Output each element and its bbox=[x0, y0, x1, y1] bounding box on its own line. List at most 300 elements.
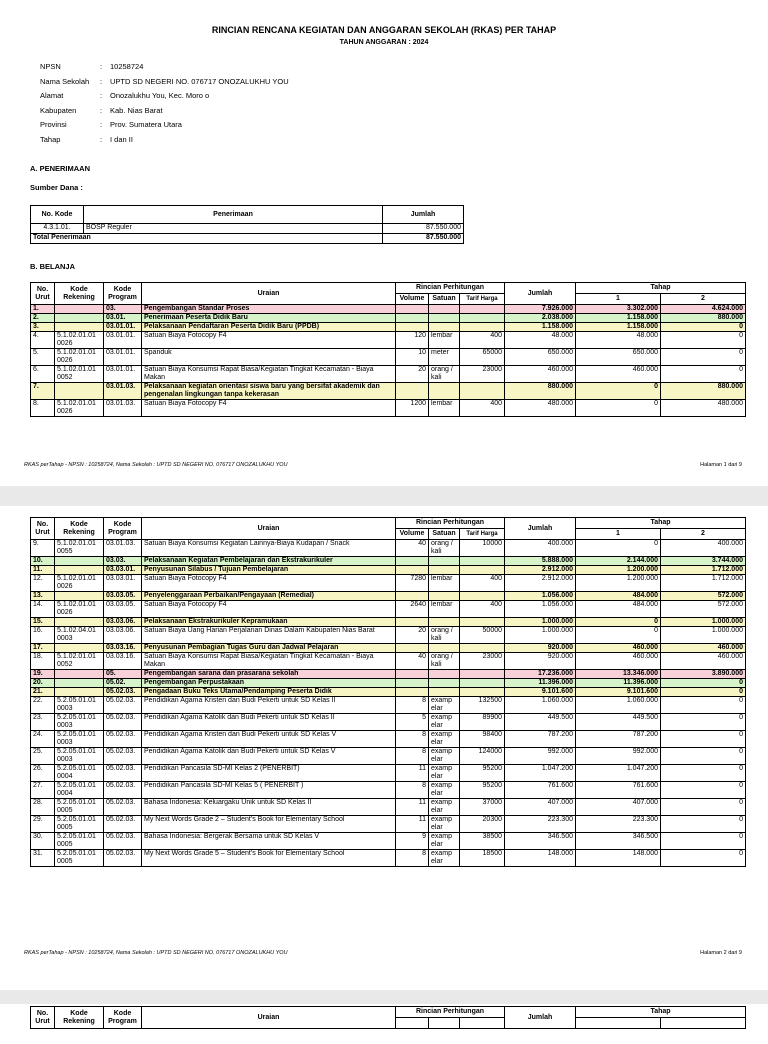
info-row: Tahap : I dan II bbox=[40, 135, 289, 150]
cell-kode-program: 05.02.03. bbox=[104, 688, 142, 697]
cell-tahap-1: 1.158.000 bbox=[576, 323, 661, 332]
cell-volume: 8 bbox=[396, 697, 429, 714]
col-jumlah: Jumlah bbox=[383, 206, 464, 224]
cell-tarif: 95200 bbox=[460, 765, 505, 782]
cell-tahap-2: 3.890.000 bbox=[661, 670, 746, 679]
cell-volume: 11 bbox=[396, 799, 429, 816]
info-label: Nama Sekolah bbox=[40, 76, 90, 86]
cell-tahap-2: 0 bbox=[661, 332, 746, 349]
cell-jumlah: 880.000 bbox=[505, 383, 576, 400]
cell-kode-rekening: 5.1.02.01.01 0026 bbox=[55, 601, 104, 618]
col-tahap-2: 2 bbox=[661, 529, 746, 540]
cell-kode-program: 05.02.03. bbox=[104, 850, 142, 867]
cell-tarif bbox=[460, 314, 505, 323]
cell-no: 13. bbox=[31, 592, 55, 601]
col-jumlah: Jumlah bbox=[505, 283, 576, 305]
cell-tahap-2: 0 bbox=[661, 714, 746, 731]
table-row bbox=[31, 688, 746, 697]
table-row bbox=[31, 833, 746, 850]
info-value: UPTD SD NEGERI NO. 076717 ONOZALUKHU YOU bbox=[110, 76, 289, 86]
cell-jumlah: 87.550.000 bbox=[383, 224, 464, 234]
total-value: 87.550.000 bbox=[383, 234, 464, 244]
cell-no: 16. bbox=[31, 627, 55, 644]
cell-no: 30. bbox=[31, 833, 55, 850]
cell-kode-program: 05.02.03. bbox=[104, 731, 142, 748]
cell-tahap-2: 0 bbox=[661, 765, 746, 782]
cell-tahap-1: 11.396.000 bbox=[576, 679, 661, 688]
cell-kode-rekening: 5.2.05.01.01 0003 bbox=[55, 748, 104, 765]
cell-satuan bbox=[429, 592, 460, 601]
cell-uraian: My Next Words Grade 5 – Student's Book for Elementary School bbox=[142, 850, 396, 867]
cell-kode-rekening bbox=[55, 679, 104, 688]
cell-uraian: Pendidikan Agama Katolik dan Budi Pekerti untuk SD Kelas V bbox=[142, 748, 396, 765]
cell-volume: 20 bbox=[396, 366, 429, 383]
cell-volume: 40 bbox=[396, 653, 429, 670]
cell-volume: 8 bbox=[396, 782, 429, 799]
cell-kode-rekening bbox=[55, 592, 104, 601]
cell-tarif: 124000 bbox=[460, 748, 505, 765]
cell-jumlah: 223.300 bbox=[505, 816, 576, 833]
table-row bbox=[31, 400, 746, 417]
cell-jumlah: 650.000 bbox=[505, 349, 576, 366]
cell-tahap-2: 3.744.000 bbox=[661, 557, 746, 566]
cell-kode-program: 05.02. bbox=[104, 679, 142, 688]
col-kode-rekening: Kode Rekening bbox=[55, 283, 104, 305]
cell-volume: 120 bbox=[396, 332, 429, 349]
cell-tahap-2: 0 bbox=[661, 349, 746, 366]
cell-uraian: Pendidikan Pancasila SD-MI Kelas 5 ( PENERBIT ) bbox=[142, 782, 396, 799]
cell-no: 19. bbox=[31, 670, 55, 679]
cell-kode-rekening: 5.1.02.01.01 0026 bbox=[55, 349, 104, 366]
cell-uraian: Pengembangan Standar Proses bbox=[142, 305, 396, 314]
cell-tarif bbox=[460, 566, 505, 575]
cell-jumlah: 17.236.000 bbox=[505, 670, 576, 679]
cell-volume: 8 bbox=[396, 850, 429, 867]
cell-tarif: 65000 bbox=[460, 349, 505, 366]
cell-tahap-1: 1.200.000 bbox=[576, 575, 661, 592]
col-tahap-1: 1 bbox=[576, 529, 661, 540]
col-kode-program: Kode Program bbox=[104, 518, 142, 540]
cell-no: 27. bbox=[31, 782, 55, 799]
section-belanja-heading: B. BELANJA bbox=[30, 262, 76, 271]
cell-kode-program: 03.03. bbox=[104, 557, 142, 566]
cell-satuan bbox=[429, 566, 460, 575]
table-row bbox=[31, 714, 746, 731]
cell-uraian: Pendidikan Pancasila SD-MI Kelas 2 (PENERBIT) bbox=[142, 765, 396, 782]
cell-jumlah: 1.060.000 bbox=[505, 697, 576, 714]
cell-tahap-2: 4.624.000 bbox=[661, 305, 746, 314]
cell-tahap-1: 346.500 bbox=[576, 833, 661, 850]
cell-tahap-2: 0 bbox=[661, 366, 746, 383]
cell-tahap-2: 0 bbox=[661, 850, 746, 867]
cell-tahap-1: 0 bbox=[576, 540, 661, 557]
cell-tahap-1: 761.600 bbox=[576, 782, 661, 799]
col-kode-rekening: Kode Rekening bbox=[55, 1007, 104, 1029]
cell-tahap-1: 992.000 bbox=[576, 748, 661, 765]
total-row bbox=[31, 234, 464, 244]
cell-no: 4. bbox=[31, 332, 55, 349]
cell-kode-rekening bbox=[55, 557, 104, 566]
cell-kode-program: 05. bbox=[104, 670, 142, 679]
cell-jumlah: 992.000 bbox=[505, 748, 576, 765]
cell-volume bbox=[396, 323, 429, 332]
cell-kode-program: 03.01.01. bbox=[104, 366, 142, 383]
col-no-kode: No. Kode bbox=[31, 206, 84, 224]
cell-tahap-2: 0 bbox=[661, 731, 746, 748]
cell-volume: 7280 bbox=[396, 575, 429, 592]
cell-tarif: 38500 bbox=[460, 833, 505, 850]
cell-no: 25. bbox=[31, 748, 55, 765]
cell-tahap-2: 1.000.000 bbox=[661, 618, 746, 627]
belanja-body-page-2 bbox=[31, 540, 746, 867]
cell-kode-rekening bbox=[55, 305, 104, 314]
cell-penerimaan: BOSP Reguler bbox=[84, 224, 383, 234]
cell-tarif: 23000 bbox=[460, 653, 505, 670]
page-footer bbox=[24, 950, 742, 956]
cell-kode-program: 03.01.01. bbox=[104, 323, 142, 332]
cell-jumlah: 761.600 bbox=[505, 782, 576, 799]
cell-no: 8. bbox=[31, 400, 55, 417]
col-volume: Volume bbox=[396, 529, 429, 540]
col-penerimaan: Penerimaan bbox=[84, 206, 383, 224]
cell-kode-program: 05.02.03. bbox=[104, 697, 142, 714]
cell-no: 22. bbox=[31, 697, 55, 714]
table-row bbox=[31, 349, 746, 366]
cell-jumlah: 407.000 bbox=[505, 799, 576, 816]
info-value: Prov. Sumatera Utara bbox=[110, 120, 182, 129]
col-tahap: Tahap bbox=[576, 283, 746, 294]
cell-jumlah: 148.000 bbox=[505, 850, 576, 867]
cell-kode-program: 05.02.03. bbox=[104, 714, 142, 731]
table-row bbox=[31, 383, 746, 400]
col-uraian: Uraian bbox=[142, 518, 396, 540]
cell-tarif bbox=[460, 323, 505, 332]
table-row bbox=[31, 765, 746, 782]
cell-volume bbox=[396, 383, 429, 400]
cell-kode-rekening: 5.2.05.01.01 0005 bbox=[55, 850, 104, 867]
cell-tahap-1: 1.200.000 bbox=[576, 566, 661, 575]
cell-tahap-2: 480.000 bbox=[661, 400, 746, 417]
cell-tarif: 37000 bbox=[460, 799, 505, 816]
info-value: Kab. Nias Barat bbox=[110, 105, 163, 115]
cell-tarif: 400 bbox=[460, 601, 505, 618]
cell-kode-program: 03.01.01. bbox=[104, 332, 142, 349]
cell-tahap-1: 1.158.000 bbox=[576, 314, 661, 323]
table-row bbox=[31, 782, 746, 799]
cell-kode-program: 03.03.06. bbox=[104, 618, 142, 627]
cell-uraian: Satuan Biaya Fotocopy F4 bbox=[142, 332, 396, 349]
cell-volume: 1200 bbox=[396, 400, 429, 417]
table-row bbox=[31, 314, 746, 323]
cell-satuan: lembar bbox=[429, 400, 460, 417]
cell-satuan: examp elar bbox=[429, 748, 460, 765]
table-row bbox=[31, 601, 746, 618]
table-row bbox=[31, 332, 746, 349]
col-kode-program: Kode Program bbox=[104, 283, 142, 305]
cell-tarif bbox=[460, 670, 505, 679]
cell-satuan: examp elar bbox=[429, 765, 460, 782]
cell-kode: 4.3.1.01. bbox=[31, 224, 84, 234]
cell-kode-program: 05.02.03. bbox=[104, 799, 142, 816]
cell-uraian: Satuan Biaya Konsumsi Rapat Biasa/Kegiatan Tingkat Kecamatan - Biaya Makan bbox=[142, 366, 396, 383]
cell-uraian: My Next Words Grade 2 – Student's Book for Elementary School bbox=[142, 816, 396, 833]
cell-no: 12. bbox=[31, 575, 55, 592]
col-satuan: Satuan bbox=[429, 294, 460, 305]
cell-tarif: 89900 bbox=[460, 714, 505, 731]
cell-kode-rekening bbox=[55, 618, 104, 627]
cell-jumlah: 2.912.000 bbox=[505, 566, 576, 575]
cell-uraian: Pengadaan Buku Teks Utama/Pendamping Peserta Didik bbox=[142, 688, 396, 697]
info-label: Alamat bbox=[40, 91, 64, 100]
cell-tahap-2: 0 bbox=[661, 833, 746, 850]
cell-tahap-2: 572.000 bbox=[661, 592, 746, 601]
info-row: NPSN : 10258724 bbox=[40, 62, 289, 77]
cell-satuan bbox=[429, 688, 460, 697]
cell-uraian: Pengembangan sarana dan prasarana sekolah bbox=[142, 670, 396, 679]
cell-kode-program: 03.03.06. bbox=[104, 627, 142, 644]
cell-volume: 11 bbox=[396, 765, 429, 782]
cell-tahap-2: 0 bbox=[661, 697, 746, 714]
cell-tarif: 95200 bbox=[460, 782, 505, 799]
total-label: Total Penerimaan bbox=[31, 234, 383, 244]
cell-kode-rekening: 5.2.05.01.01 0005 bbox=[55, 833, 104, 850]
col-uraian: Uraian bbox=[142, 283, 396, 305]
cell-satuan bbox=[429, 383, 460, 400]
cell-satuan: lembar bbox=[429, 601, 460, 618]
table-row bbox=[31, 799, 746, 816]
cell-jumlah: 1.056.000 bbox=[505, 601, 576, 618]
cell-kode-rekening: 5.1.02.01.01 0026 bbox=[55, 332, 104, 349]
cell-jumlah: 480.000 bbox=[505, 400, 576, 417]
cell-jumlah: 460.000 bbox=[505, 366, 576, 383]
cell-volume: 20 bbox=[396, 627, 429, 644]
cell-satuan: examp elar bbox=[429, 850, 460, 867]
cell-uraian: Penyusunan Pembagian Tugas Guru dan Jadwal Pelajaran bbox=[142, 644, 396, 653]
col-tahap-1: 1 bbox=[576, 294, 661, 305]
cell-tahap-1: 0 bbox=[576, 627, 661, 644]
belanja-table-page-3 bbox=[30, 1006, 746, 1029]
table-row bbox=[31, 627, 746, 644]
cell-satuan: examp elar bbox=[429, 714, 460, 731]
cell-satuan bbox=[429, 618, 460, 627]
cell-volume: 11 bbox=[396, 816, 429, 833]
cell-tarif: 400 bbox=[460, 400, 505, 417]
cell-jumlah: 920.000 bbox=[505, 644, 576, 653]
cell-no: 29. bbox=[31, 816, 55, 833]
cell-volume: 8 bbox=[396, 731, 429, 748]
cell-volume bbox=[396, 566, 429, 575]
col-tahap-2: 2 bbox=[661, 294, 746, 305]
info-row: Nama Sekolah : UPTD SD NEGERI NO. 076717 ONOZALUKHU YOU bbox=[40, 77, 289, 92]
cell-kode-rekening bbox=[55, 670, 104, 679]
cell-kode-rekening: 5.2.05.01.01 0003 bbox=[55, 697, 104, 714]
cell-tahap-2: 0 bbox=[661, 323, 746, 332]
cell-tahap-1: 13.346.000 bbox=[576, 670, 661, 679]
col-rincian: Rincian Perhitungan bbox=[396, 518, 505, 529]
info-row: Provinsi : Prov. Sumatera Utara bbox=[40, 120, 289, 135]
info-label: Provinsi bbox=[40, 120, 67, 129]
table-row bbox=[31, 697, 746, 714]
cell-tahap-2: 572.000 bbox=[661, 601, 746, 618]
cell-tarif: 20300 bbox=[460, 816, 505, 833]
cell-no: 1. bbox=[31, 305, 55, 314]
cell-no: 3. bbox=[31, 323, 55, 332]
cell-tahap-2: 460.000 bbox=[661, 644, 746, 653]
cell-kode-program: 03.03.16. bbox=[104, 653, 142, 670]
table-row bbox=[31, 644, 746, 653]
col-no-urut: No. Urut bbox=[31, 518, 55, 540]
cell-satuan bbox=[429, 305, 460, 314]
table-row bbox=[31, 323, 746, 332]
cell-tahap-1: 787.200 bbox=[576, 731, 661, 748]
cell-kode-rekening: 5.1.02.01.01 0026 bbox=[55, 575, 104, 592]
report-subtitle: TAHUN ANGGARAN : 2024 bbox=[339, 39, 429, 46]
col-volume: Volume bbox=[396, 294, 429, 305]
cell-jumlah: 787.200 bbox=[505, 731, 576, 748]
cell-satuan: orang / kali bbox=[429, 653, 460, 670]
penerimaan-table bbox=[30, 205, 464, 244]
cell-satuan: examp elar bbox=[429, 731, 460, 748]
col-kode-rekening: Kode Rekening bbox=[55, 518, 104, 540]
section-penerimaan-heading: A. PENERIMAAN bbox=[30, 164, 91, 173]
cell-volume bbox=[396, 592, 429, 601]
cell-satuan: meter bbox=[429, 349, 460, 366]
col-jumlah: Jumlah bbox=[505, 518, 576, 540]
cell-volume bbox=[396, 618, 429, 627]
cell-tahap-2: 1.712.000 bbox=[661, 566, 746, 575]
cell-tahap-1: 0 bbox=[576, 618, 661, 627]
cell-kode-rekening bbox=[55, 566, 104, 575]
cell-uraian: Pelaksanaan kegiatan orientasi siswa baru yang bersifat akademik dan pengenalan lingkungan tanpa kekerasan bbox=[142, 383, 396, 400]
info-label: Kabupaten bbox=[40, 105, 77, 115]
cell-no: 23. bbox=[31, 714, 55, 731]
cell-kode-program: 03.01.03. bbox=[104, 540, 142, 557]
cell-volume: 40 bbox=[396, 540, 429, 557]
cell-tahap-2: 1.000.000 bbox=[661, 627, 746, 644]
cell-jumlah: 346.500 bbox=[505, 833, 576, 850]
table-row bbox=[31, 679, 746, 688]
cell-kode-program: 03.01.03. bbox=[104, 400, 142, 417]
cell-uraian: Pelaksanaan Kegiatan Pembelajaran dan Ekstrakurikuler bbox=[142, 557, 396, 566]
table-row bbox=[31, 575, 746, 592]
cell-tarif: 98400 bbox=[460, 731, 505, 748]
cell-tahap-2: 1.712.000 bbox=[661, 575, 746, 592]
col-tarif bbox=[460, 1018, 505, 1029]
cell-no: 24. bbox=[31, 731, 55, 748]
table-row bbox=[31, 305, 746, 314]
cell-tarif: 132500 bbox=[460, 697, 505, 714]
cell-kode-program: 03.03.01. bbox=[104, 566, 142, 575]
cell-tahap-1: 48.000 bbox=[576, 332, 661, 349]
cell-satuan bbox=[429, 557, 460, 566]
cell-uraian: Penerimaan Peserta Didik Baru bbox=[142, 314, 396, 323]
cell-jumlah: 400.000 bbox=[505, 540, 576, 557]
table-row bbox=[31, 850, 746, 867]
cell-jumlah: 1.047.200 bbox=[505, 765, 576, 782]
cell-volume bbox=[396, 644, 429, 653]
belanja-table-page-2 bbox=[30, 517, 746, 867]
cell-volume bbox=[396, 679, 429, 688]
cell-tahap-1: 148.000 bbox=[576, 850, 661, 867]
report-title: RINCIAN RENCANA KEGIATAN DAN ANGGARAN SEKOLAH (RKAS) PER TAHAP bbox=[211, 25, 557, 35]
cell-uraian: Penyusunan Silabus / Tujuan Pembelajaran bbox=[142, 566, 396, 575]
cell-volume: 9 bbox=[396, 833, 429, 850]
cell-volume bbox=[396, 688, 429, 697]
cell-tahap-1: 223.300 bbox=[576, 816, 661, 833]
cell-kode-program: 03.01.01. bbox=[104, 349, 142, 366]
cell-uraian: Bahasa Indonesia: Keluargaku Unik untuk SD Kelas II bbox=[142, 799, 396, 816]
cell-tahap-1: 9.101.600 bbox=[576, 688, 661, 697]
cell-satuan: orang / kali bbox=[429, 540, 460, 557]
cell-kode-rekening: 5.1.02.01.01 0026 bbox=[55, 400, 104, 417]
col-no-urut: No. Urut bbox=[31, 283, 55, 305]
cell-satuan bbox=[429, 644, 460, 653]
cell-tarif bbox=[460, 383, 505, 400]
table-row bbox=[31, 540, 746, 557]
document-page-1 bbox=[0, 0, 768, 486]
cell-kode-rekening bbox=[55, 688, 104, 697]
cell-kode-rekening: 5.1.02.01.01 0052 bbox=[55, 653, 104, 670]
cell-kode-program: 05.02.03. bbox=[104, 833, 142, 850]
cell-kode-rekening: 5.2.05.01.01 0003 bbox=[55, 714, 104, 731]
cell-kode-program: 03.03.16. bbox=[104, 644, 142, 653]
col-kode-program: Kode Program bbox=[104, 1007, 142, 1029]
cell-kode-rekening: 5.2.05.01.01 0005 bbox=[55, 799, 104, 816]
col-tahap: Tahap bbox=[576, 518, 746, 529]
cell-no: 26. bbox=[31, 765, 55, 782]
page-number: Halaman 2 dari 9 bbox=[700, 950, 742, 956]
cell-uraian: Pendidikan Agama Katolik dan Budi Pekerti untuk SD Kelas II bbox=[142, 714, 396, 731]
cell-tahap-1: 460.000 bbox=[576, 653, 661, 670]
info-row: Alamat : Onozalukhu You, Kec. Moro o bbox=[40, 91, 289, 106]
cell-satuan: examp elar bbox=[429, 799, 460, 816]
cell-tahap-2: 0 bbox=[661, 782, 746, 799]
cell-jumlah: 1.158.000 bbox=[505, 323, 576, 332]
cell-jumlah: 2.912.000 bbox=[505, 575, 576, 592]
cell-uraian: Pendidikan Agama Kristen dan Budi Pekerti untuk SD Kelas II bbox=[142, 697, 396, 714]
cell-volume bbox=[396, 314, 429, 323]
cell-uraian: Satuan Biaya Konsumsi Kegiatan Lainnya-Biaya Kudapan / Snack bbox=[142, 540, 396, 557]
cell-tarif bbox=[460, 688, 505, 697]
cell-kode-rekening: 5.2.05.01.01 0004 bbox=[55, 782, 104, 799]
cell-volume: 8 bbox=[396, 748, 429, 765]
cell-satuan: examp elar bbox=[429, 697, 460, 714]
cell-jumlah: 9.101.600 bbox=[505, 688, 576, 697]
cell-tahap-1: 650.000 bbox=[576, 349, 661, 366]
cell-tahap-2: 0 bbox=[661, 679, 746, 688]
cell-tahap-1: 0 bbox=[576, 400, 661, 417]
document-page-3 bbox=[0, 1004, 768, 1044]
cell-tahap-1: 460.000 bbox=[576, 644, 661, 653]
cell-volume: 5 bbox=[396, 714, 429, 731]
col-rincian: Rincian Perhitungan bbox=[396, 1007, 505, 1018]
cell-satuan: examp elar bbox=[429, 782, 460, 799]
cell-kode-rekening bbox=[55, 383, 104, 400]
cell-jumlah: 449.500 bbox=[505, 714, 576, 731]
cell-tahap-1: 460.000 bbox=[576, 366, 661, 383]
cell-kode-rekening bbox=[55, 323, 104, 332]
cell-volume bbox=[396, 670, 429, 679]
cell-jumlah: 48.000 bbox=[505, 332, 576, 349]
cell-jumlah: 1.000.000 bbox=[505, 627, 576, 644]
cell-kode-program: 03.03.05. bbox=[104, 601, 142, 618]
cell-jumlah: 920.000 bbox=[505, 653, 576, 670]
cell-uraian: Pelaksanaan Pendaftaran Peserta Didik Baru (PPDB) bbox=[142, 323, 396, 332]
cell-jumlah: 7.926.000 bbox=[505, 305, 576, 314]
cell-kode-program: 05.02.03. bbox=[104, 782, 142, 799]
cell-jumlah: 2.038.000 bbox=[505, 314, 576, 323]
cell-no: 2. bbox=[31, 314, 55, 323]
